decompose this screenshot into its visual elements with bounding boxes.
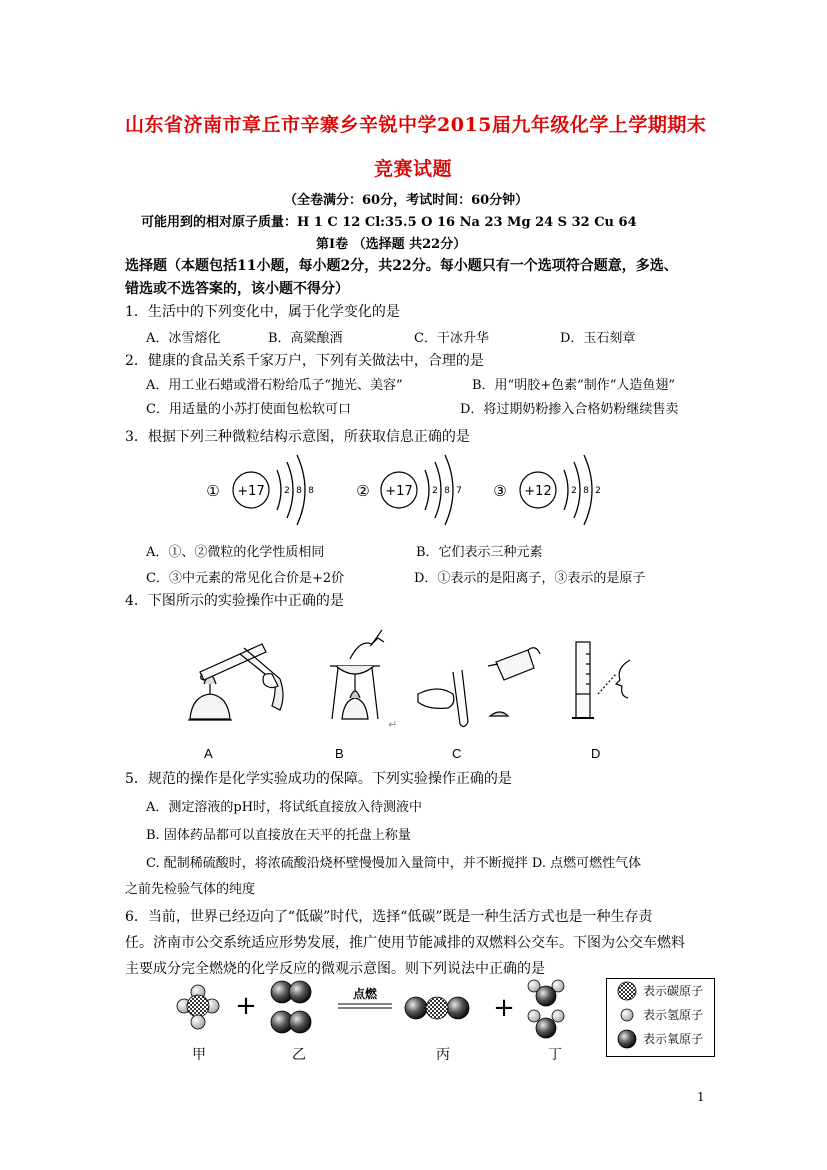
q1-option-c: C．干冰升华	[414, 331, 489, 346]
exam-info: （全卷满分：60分，考试时间：60分钟）	[284, 193, 529, 208]
figure-d-reading-cylinder	[572, 642, 630, 718]
particle-3-label: ③	[493, 482, 507, 500]
particle-1-shell-3: 8	[308, 486, 314, 496]
label-jia: 甲	[192, 1047, 206, 1063]
figure-label-a: A	[204, 746, 213, 761]
particle-3-diagram	[493, 455, 601, 525]
q5-option-a: A．测定溶液的pH时，将试纸直接放入待测液中	[146, 800, 423, 815]
q1-option-b: B．高粱酿酒	[268, 331, 343, 346]
q2-option-a: A．用工业石蜡或滑石粉给瓜子“抛光、美容”	[146, 378, 403, 393]
legend-carbon: 表示碳原子	[643, 984, 704, 998]
figure-a-heating-test-tube	[188, 644, 283, 720]
legend-hydrogen: 表示氢原子	[643, 1008, 704, 1022]
q3-option-a: A．①、②微粒的化学性质相同	[146, 545, 325, 560]
label-ding: 丁	[548, 1047, 562, 1063]
q1-stem: 1．生活中的下列变化中，属于化学变化的是	[125, 304, 400, 320]
q2-option-b: B．用“明胶+色素”制作“人造鱼翅”	[472, 378, 676, 393]
section-intro-2: 错选或不选答案的，该小题不得分）	[125, 281, 349, 297]
particle-1-shell-2: 8	[296, 486, 302, 496]
particle-2-shell-2: 8	[444, 486, 450, 496]
particle-3-shell-2: 8	[583, 486, 589, 496]
reaction-condition: 点燃	[352, 987, 378, 1001]
figure-b-evaporation	[330, 630, 384, 719]
molecule-bing	[405, 997, 469, 1019]
particle-3-shell-3: 2	[595, 486, 601, 496]
particle-2-charge: +17	[385, 484, 413, 499]
figure-label-c: C	[452, 746, 462, 761]
particle-1-shell-1: 2	[284, 486, 290, 496]
q5-option-c-cont: 之前先检验气体的纯度	[125, 882, 256, 897]
volume-heading: 第Ⅰ卷 （选择题 共22分）	[316, 237, 467, 252]
q3-option-c: C．③中元素的常见化合价是+2价	[146, 571, 345, 586]
legend-oxygen: 表示氧原子	[643, 1032, 704, 1046]
q2-option-d: D．将过期奶粉掺入合格奶粉继续售卖	[460, 402, 679, 417]
atomic-mass-line: 可能用到的相对原子质量：H 1 C 12 Cl:35.5 O 16 Na 23 Mg 24 S 32 Cu 64	[141, 215, 637, 230]
q5-stem: 5．规范的操作是化学实验成功的保障。下列实验操作正确的是	[125, 771, 512, 787]
q6-line-1: 6．当前，世界已经迈向了“低碳”时代，选择“低碳”既是一种生活方式也是一种生存责	[125, 909, 653, 925]
particle-3-charge: +12	[524, 484, 552, 499]
molecule-yi	[271, 981, 311, 1033]
label-bing: 丙	[436, 1047, 450, 1063]
q3-stem: 3．根据下列三种微粒结构示意图，所获取信息正确的是	[125, 429, 470, 445]
q5-option-b: B. 固体药品都可以直接放在天平的托盘上称量	[146, 828, 411, 843]
particle-1-charge: +17	[237, 484, 265, 499]
particle-2-diagram	[356, 455, 462, 525]
label-yi: 乙	[292, 1047, 306, 1063]
particle-2-shell-1: 2	[432, 486, 438, 496]
lab-operation-figures	[180, 624, 690, 734]
q1-option-a: A．冰雪熔化	[146, 331, 221, 346]
reaction-diagram	[170, 972, 600, 1042]
molecule-ding	[528, 980, 564, 1038]
page-number: 1	[697, 1090, 705, 1104]
q2-stem: 2．健康的食品关系千家万户，下列有关做法中，合理的是	[125, 353, 484, 369]
section-intro-1: 选择题（本题包括11小题，每小题2分，共22分。每小题只有一个选项符合题意，多选、	[125, 258, 678, 274]
oxygen-atom-icon	[618, 1030, 636, 1048]
particle-1-diagram	[206, 455, 314, 525]
figure-label-b: B	[335, 746, 344, 761]
svg-text:+: +	[235, 991, 257, 1021]
particle-2-label: ②	[356, 482, 370, 500]
atom-legend	[606, 978, 715, 1057]
svg-text:+: +	[493, 993, 515, 1023]
figure-label-d: D	[591, 746, 601, 761]
q4-stem: 4．下图所示的实验操作中正确的是	[125, 593, 344, 609]
q6-line-2: 任。济南市公交系统适应形势发展，推广使用节能减排的双燃料公交车。下图为公交车燃料	[125, 935, 685, 951]
q3-option-d: D．①表示的是阳离子，③表示的是原子	[414, 571, 646, 586]
particle-1-label: ①	[206, 482, 220, 500]
q2-option-c: C．用适量的小苏打使面包松软可口	[146, 402, 351, 417]
q6-line-3: 主要成分完全燃烧的化学反应的微观示意图。则下列说法中正确的是	[125, 961, 545, 977]
figure-c-pouring-liquid	[418, 648, 540, 727]
q1-option-d: D．玉石刻章	[560, 331, 636, 346]
svg-text:↵: ↵	[388, 718, 398, 731]
particle-structure-diagrams	[195, 452, 625, 532]
title-line-1: 山东省济南市章丘市辛寨乡辛锐中学2015届九年级化学上学期期末	[125, 114, 707, 136]
particle-2-shell-3: 7	[456, 486, 462, 496]
carbon-atom-icon	[618, 982, 636, 1000]
particle-3-shell-1: 2	[571, 486, 577, 496]
q3-option-b: B．它们表示三种元素	[416, 545, 543, 560]
title-line-2: 竞赛试题	[374, 158, 453, 180]
hydrogen-atom-icon	[621, 1009, 633, 1021]
q5-option-c: C. 配制稀硫酸时，将浓硫酸沿烧杯壁慢慢加入量筒中，并不断搅拌 D. 点燃可燃性气体	[146, 856, 642, 871]
molecule-jia	[177, 985, 219, 1029]
